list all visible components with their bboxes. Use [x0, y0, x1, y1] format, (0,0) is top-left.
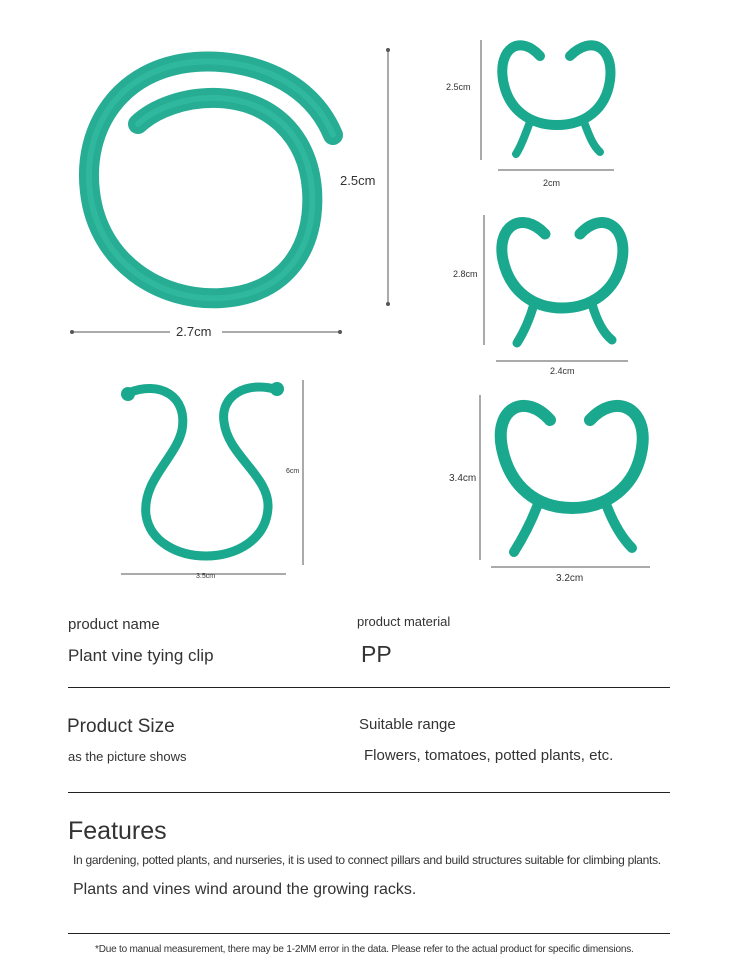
product-material-value: PP — [361, 641, 392, 667]
hook-clip-dimension-lines — [121, 380, 303, 574]
hook-clip-left-bead — [121, 387, 135, 401]
clip-large-width-label: 3.2cm — [556, 573, 584, 584]
divider-1 — [68, 687, 670, 688]
product-name-value: Plant vine tying clip — [68, 646, 214, 665]
divider-3 — [68, 933, 670, 934]
clip-medium-height-label: 2.8cm — [453, 269, 478, 279]
disclaimer-text: *Due to manual measurement, there may be 1-2MM error in the data. Please refer to the actual product for specific dimensions. — [95, 944, 634, 955]
hook-clip-right-bead — [270, 382, 284, 396]
hook-clip-height-label: 6cm — [286, 468, 300, 475]
clip-small-height-label: 2.5cm — [446, 82, 471, 92]
ring-width-label: 2.7cm — [176, 324, 212, 339]
suitable-range-value: Flowers, tomatoes, potted plants, etc. — [364, 747, 614, 764]
product-name-label: product name — [68, 616, 160, 633]
clip-large-icon — [501, 406, 643, 552]
product-size-value: as the picture shows — [68, 749, 187, 764]
clip-small-width-label: 2cm — [543, 178, 561, 188]
hook-clip-icon — [128, 387, 278, 556]
ring-height-label: 2.5cm — [340, 173, 376, 188]
clip-medium-width-label: 2.4cm — [550, 366, 575, 376]
features-line-1: In gardening, potted plants, and nurseries, it is used to connect pillars and build structures suitable for climbing plants. — [73, 853, 661, 867]
clip-large-height-label: 3.4cm — [449, 473, 477, 484]
suitable-range-label: Suitable range — [359, 716, 456, 733]
clip-small-icon — [502, 45, 610, 154]
product-size-label: Product Size — [67, 716, 175, 737]
divider-2 — [68, 792, 670, 793]
product-material-label: product material — [357, 614, 451, 629]
features-title: Features — [68, 817, 167, 845]
clip-medium-icon — [502, 223, 623, 343]
features-line-2: Plants and vines wind around the growing racks. — [73, 881, 417, 898]
spiral-ring-icon — [89, 62, 333, 299]
hook-clip-width-label: 3.5cm — [196, 573, 216, 580]
